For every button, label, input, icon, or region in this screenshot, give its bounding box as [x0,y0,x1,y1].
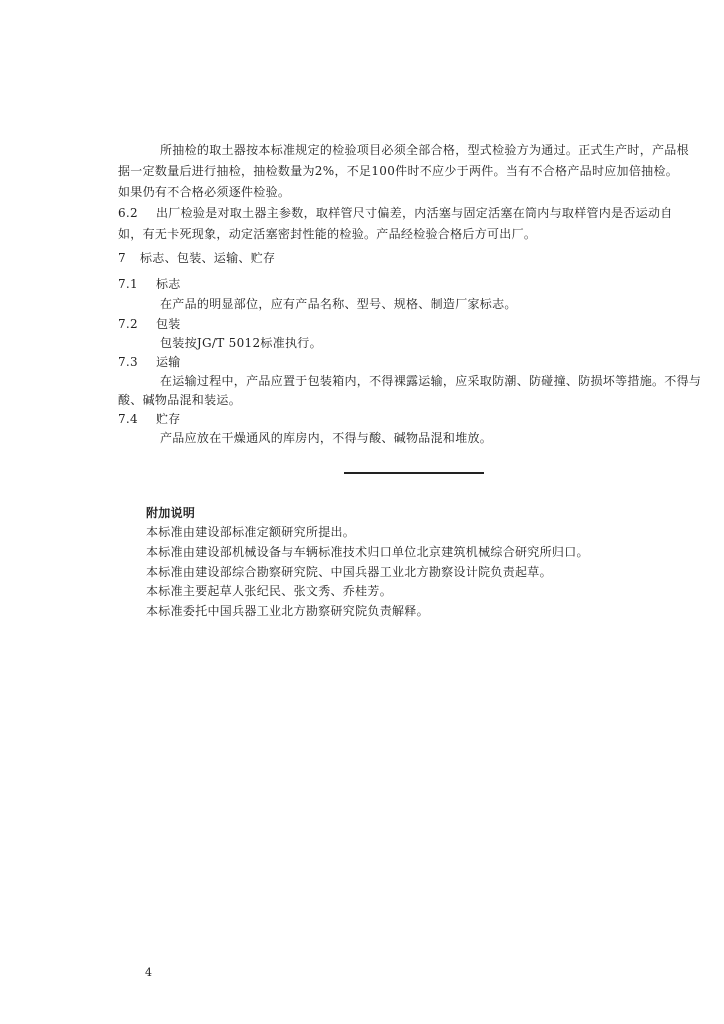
section-7-2-title: 包装 [156,317,181,331]
additional-notes-line-1: 本标准由建设部标准定额研究所提出。 [146,525,356,539]
section-7-4-title: 贮存 [156,412,181,426]
section-7-2-number: 7.2 [118,317,138,331]
additional-notes-line-3: 本标准由建设部综合勘察研究院、中国兵器工业北方勘察设计院负责起草。 [146,565,552,579]
section-6-2-text-1: 出厂检验是对取土器主参数，取样管尺寸偏差，内活塞与固定活塞在筒内与取样管内是否运动自 [156,206,673,220]
section-7-4-heading [118,411,181,427]
section-7-3-text-line-2: 酸、碱物品混和装运。 [118,393,242,407]
additional-notes-line-5: 本标准委托中国兵器工业北方勘察研究院负责解释。 [146,604,429,618]
section-7-4-number: 7.4 [118,412,138,426]
section-7-number: 7 [118,251,126,265]
additional-notes-title-text: 附加说明 [146,506,196,520]
section-6-2-number: 6.2 [118,206,138,220]
paragraph-inspection-line-1: 所抽检的取土器按本标准规定的检验项目必须全部合格，型式检验方为通过。正式生产时，产品根 [160,143,689,157]
section-7-2-heading [118,316,181,332]
section-7-1-number: 7.1 [118,277,138,291]
section-6-2-line-1 [118,205,673,221]
section-7-heading [118,250,275,266]
end-of-text-rule [344,472,484,474]
page-number: 4 [145,966,152,979]
section-6-2-line-2: 如，有无卡死现象，动定活塞密封性能的检验。产品经检验合格后方可出厂。 [118,227,537,241]
section-7-4-text: 产品应放在干燥通风的库房内，不得与酸、碱物品混和堆放。 [160,431,493,445]
additional-notes-line-4: 本标准主要起草人张纪民、张文秀、乔桂芳。 [146,584,393,598]
section-7-1-title: 标志 [156,277,181,291]
additional-notes-line-2: 本标准由建设部机械设备与车辆标准技术归口单位北京建筑机械综合研究所归口。 [146,545,589,559]
paragraph-inspection-line-2: 据一定数量后进行抽检，抽检数量为2%，不足100件时不应少于两件。当有不合格产品时应加倍抽检。 [118,164,679,178]
section-7-title: 标志、包装、运输、贮存 [140,251,276,265]
section-7-2-text: 包装按JG/T 5012标准执行。 [160,336,322,350]
additional-notes-title [146,505,195,521]
section-7-3-title: 运输 [156,355,181,369]
section-7-1-heading [118,276,181,292]
section-7-3-heading [118,354,181,370]
paragraph-inspection-line-3: 如果仍有不合格必须逐件检验。 [118,185,291,199]
section-7-1-text: 在产品的明显部位，应有产品名称、型号、规格、制造厂家标志。 [160,297,517,311]
section-7-3-text-line-1: 在运输过程中，产品应置于包装箱内，不得裸露运输，应采取防潮、防碰撞、防损坏等措施。不得与 [160,374,702,388]
section-7-3-number: 7.3 [118,355,138,369]
